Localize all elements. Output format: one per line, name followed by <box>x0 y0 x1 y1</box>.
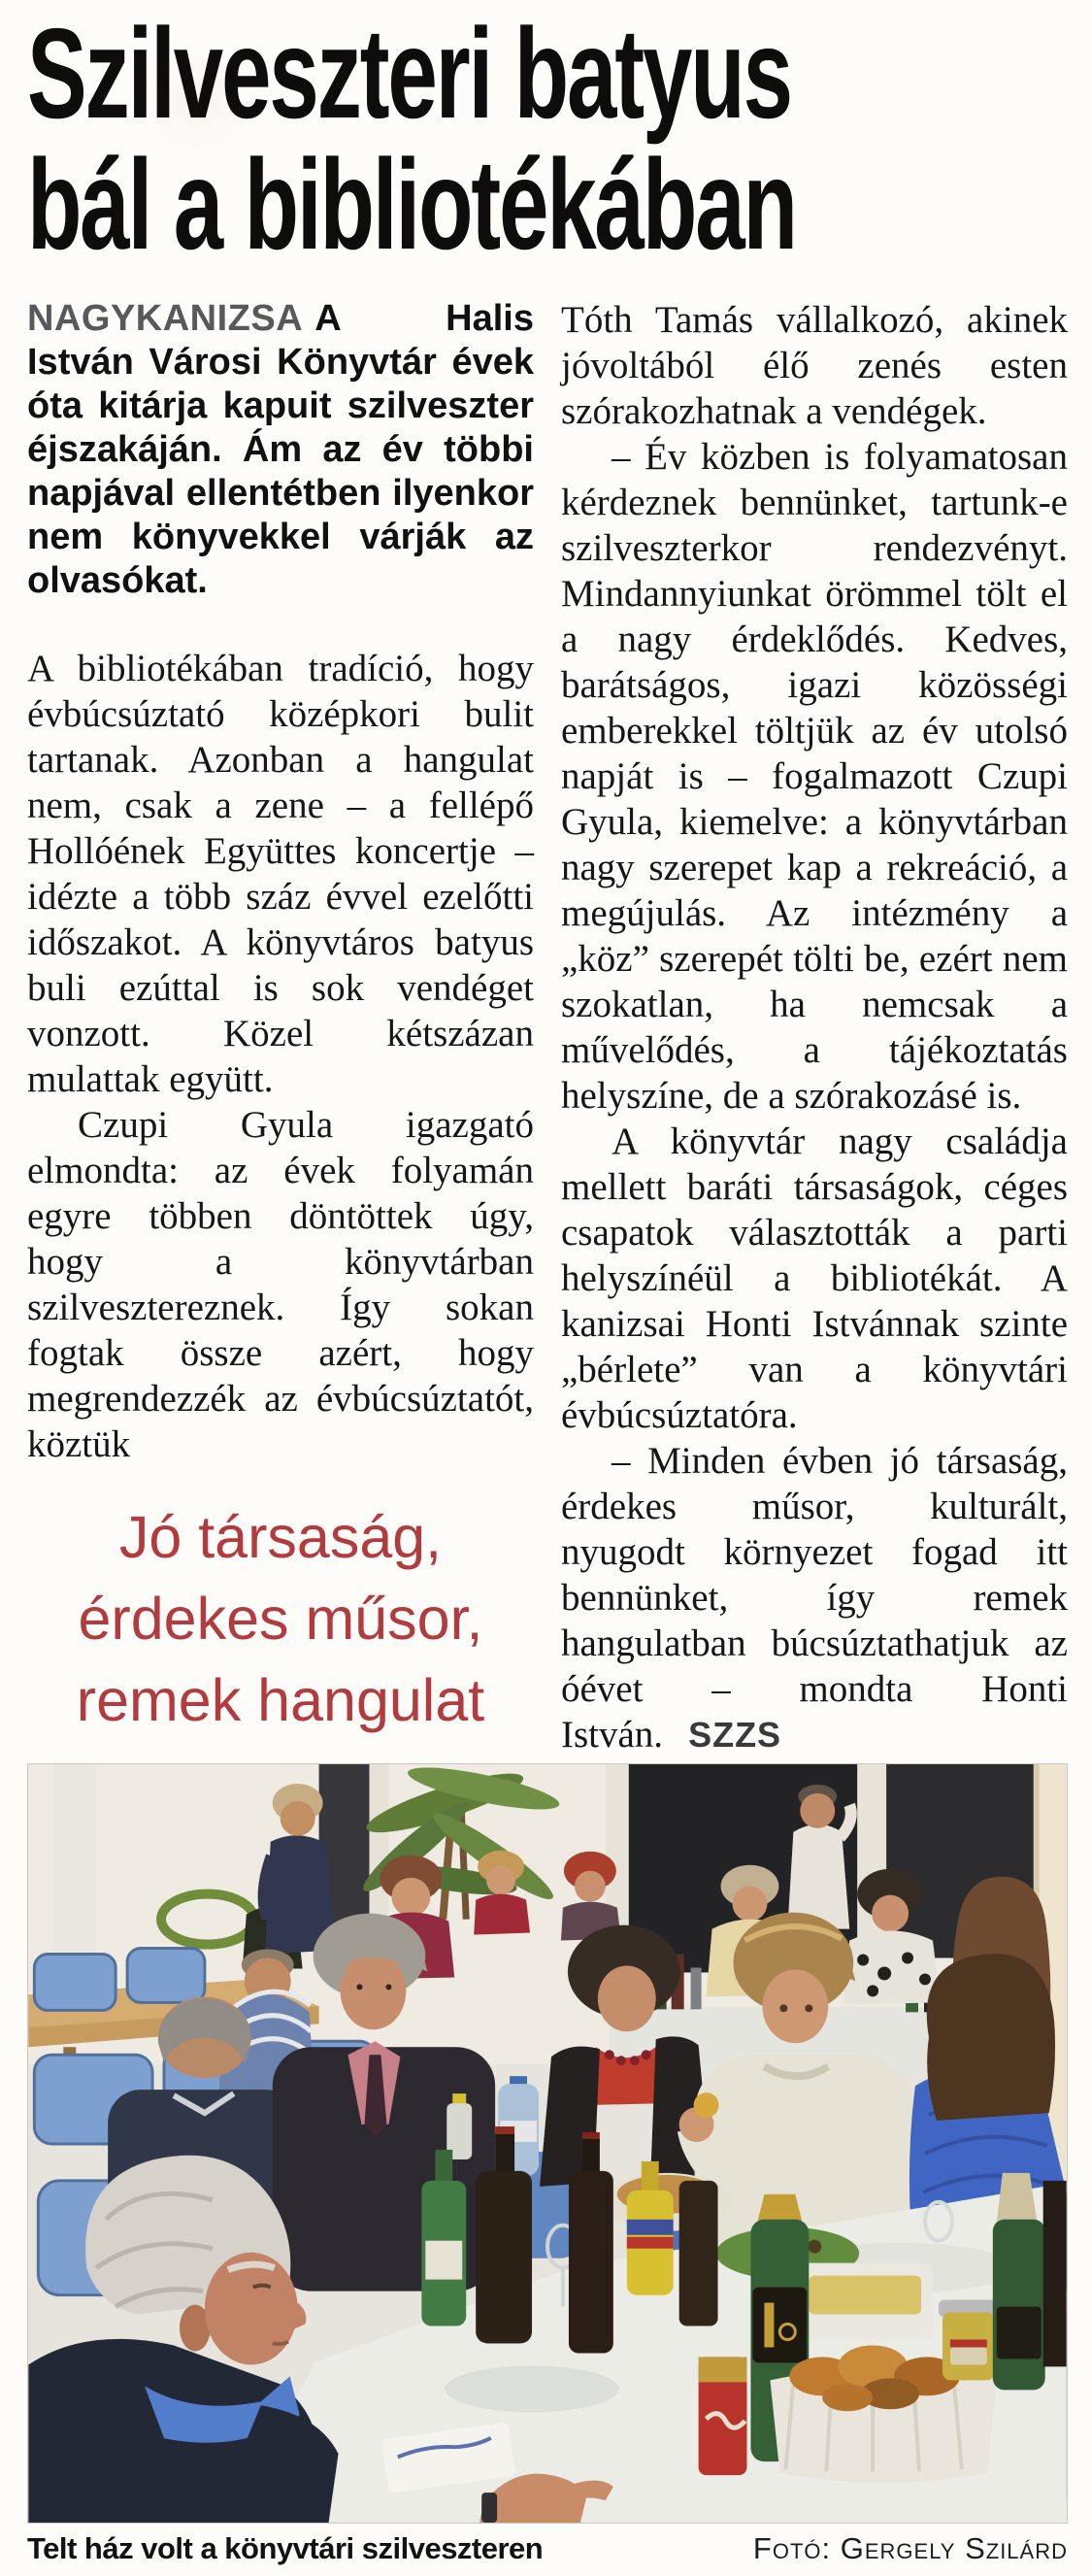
city-tag: NAGYKANIZSA <box>27 298 304 339</box>
body-paragraph: Tóth Tamás vállalkozó, akinek jóvoltából élő zenés esten szórakozhatnak a vendégek. <box>561 299 1068 432</box>
body-paragraph: Czupi Gyula igazgató elmondta: az évek folyamán egyre többen döntöttek úgy, hogy a könyvtárban szilvesztereznek. Így sokan fogtak össze azért, hogy megrendezzék az évbúcsúztatót, köztük <box>27 1104 534 1465</box>
body-paragraph: – Év közben is folyamatosan kérdeznek bennünket, tartunk-e szilveszterkor rendezvényt. Mindannyiunkat örömmel tölt el a nagy érdeklődés. Kedves, barátságos, igazi közösségi emberekkel töltjük az év utolsó napját is – fogalmazott Czupi Gyula, kiemelve: a könyvtárban nagy szerepet kap a rekreáció, a megújulás. Az intézmény a „köz” szerepét tölti be, ezért nem szokatlan, ha nemcsak a művelődés, a tájékoztatás helyszíne, de a szórakozásé is. <box>561 436 1068 1117</box>
pull-quote-line-1: Jó társaság, <box>118 1504 443 1570</box>
pull-quote-line-2: érdekes műsor, <box>78 1586 483 1652</box>
paragraph-text: – Minden évben jó társaság, érdekes műsor, kulturált, nyugodt környezet fogad itt bennünket, így remek hangulatban búcsúztathatjuk az óévet – mondta Honti István. <box>561 1440 1068 1756</box>
right-column <box>561 297 1068 1757</box>
photo-credit: Fotó: Gergely Szilárd <box>752 2531 1068 2565</box>
body-paragraph <box>561 1438 1068 1757</box>
headline-line-2: bál a bibliotékában <box>27 133 796 276</box>
article-headline <box>27 2 1068 276</box>
photo-caption: Telt ház volt a könyvtári szilveszteren <box>27 2531 544 2565</box>
photo-tint <box>28 1764 1066 2523</box>
photo-block <box>27 1763 1068 2566</box>
pull-quote-line-3: remek hangulat <box>76 1667 485 1733</box>
lead-text: A Halis István Városi Könyvtár évek óta kitárja kapuit szilveszter éjszakáján. Ám az év többi napjával ellentétben ilyenkor nem könyvekkel várják az olvasókat. <box>27 298 534 601</box>
author-initials: SZZS <box>688 1715 782 1755</box>
lead-paragraph <box>27 297 534 603</box>
caption-row <box>27 2531 1068 2566</box>
pull-quote <box>27 1496 534 1741</box>
article-columns <box>27 297 1068 1757</box>
body-paragraph: A könyvtár nagy családja mellett baráti társaságok, céges csapatok választották a parti helyszínéül a bibliotékát. A kanizsai Honti Istvánnak szinte „bérlete” van a könyvtári évbúcsúztatóra. <box>561 1121 1068 1436</box>
body-paragraph: A bibliotékában tradíció, hogy évbúcsúztató középkori bulit tartanak. Azonban a hangulat nem, csak a zene – a fellépő Hollóének Együttes koncertje – idézte a több száz évvel ezelőtti időszakot. A könyvtáros batyus buli ezúttal is sok vendéget vonzott. Közel kétszázan mulattak együtt. <box>27 648 534 1100</box>
party-photo <box>27 1763 1068 2524</box>
left-column <box>27 297 534 1757</box>
headline-line-1: Szilveszteri batyus <box>27 2 791 145</box>
